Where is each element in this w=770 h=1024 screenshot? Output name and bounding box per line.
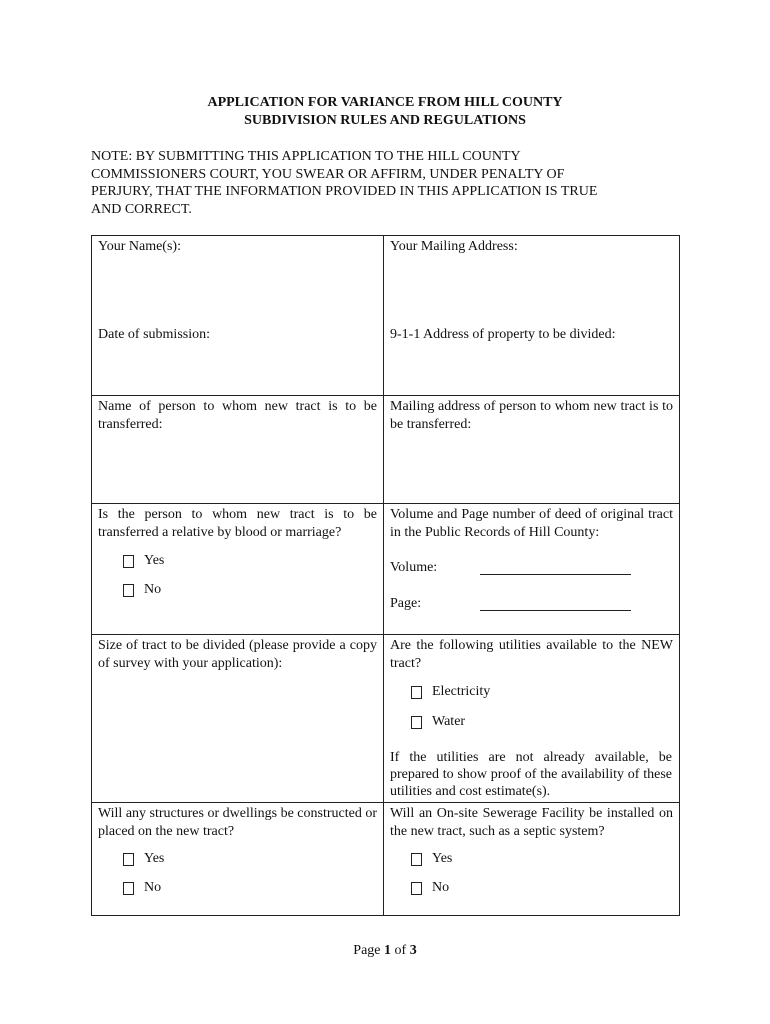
structures-yes-option[interactable] xyxy=(123,850,164,868)
volume-label: Volume: xyxy=(390,560,438,575)
sewerage-section xyxy=(384,803,680,916)
page-number xyxy=(0,943,770,959)
volume-input-line[interactable] xyxy=(480,574,631,575)
sewerage-no-label: No xyxy=(432,880,450,895)
utilities-section xyxy=(384,635,680,803)
note-line-3: PERJURY, THAT THE INFORMATION PROVIDED IN THIS APPLICATION IS TRUE xyxy=(91,184,598,199)
sewerage-yes-checkbox[interactable] xyxy=(411,853,422,866)
structures-yes-label: Yes xyxy=(144,851,165,866)
structures-no-label: No xyxy=(144,880,162,895)
size-tract-field[interactable] xyxy=(92,635,384,803)
relative-section xyxy=(92,504,384,635)
utilities-note: If the utilities are not already available, be prepared to show proof of the availability of these utilities and cost estimate(s). xyxy=(390,750,672,799)
page-label: Page: xyxy=(390,596,422,611)
note-line-1: NOTE: BY SUBMITTING THIS APPLICATION TO THE HILL COUNTY xyxy=(91,149,521,164)
relative-no-option[interactable] xyxy=(123,581,161,599)
sewerage-no-checkbox[interactable] xyxy=(411,882,422,895)
mailing-address-field[interactable] xyxy=(384,236,680,396)
relative-no-checkbox[interactable] xyxy=(123,584,134,597)
structures-yes-checkbox[interactable] xyxy=(123,853,134,866)
page-current: 1 xyxy=(384,943,392,958)
relative-question-label: Is the person to whom new tract is to be transferred a relative by blood or marriage? xyxy=(98,507,377,540)
application-form-table xyxy=(91,235,680,916)
your-names-label: Your Name(s): xyxy=(98,239,181,254)
structures-section xyxy=(92,803,384,916)
of-word: of xyxy=(394,943,407,958)
volume-page-question: Volume and Page number of deed of original tract in the Public Records of Hill County: xyxy=(390,507,673,540)
person-name-field[interactable] xyxy=(92,396,384,504)
person-mailing-label: Mailing address of person to whom new tract is to be transferred: xyxy=(390,399,673,432)
structures-no-checkbox[interactable] xyxy=(123,882,134,895)
relative-yes-option[interactable] xyxy=(123,552,164,570)
mailing-address-label: Your Mailing Address: xyxy=(390,239,518,254)
electricity-checkbox[interactable] xyxy=(411,686,422,699)
structures-no-option[interactable] xyxy=(123,879,161,897)
page-input-line[interactable] xyxy=(480,610,631,611)
volume-page-section xyxy=(384,504,680,635)
utilities-question: Are the following utilities available to the NEW tract? xyxy=(390,638,673,671)
page-total: 3 xyxy=(409,943,417,958)
title-line-1: APPLICATION FOR VARIANCE FROM HILL COUNTY xyxy=(207,95,563,110)
date-submission-label: Date of submission: xyxy=(98,327,210,342)
title-line-2: SUBDIVISION RULES AND REGULATIONS xyxy=(244,113,526,128)
relative-yes-label: Yes xyxy=(144,553,165,568)
sewerage-yes-option[interactable] xyxy=(411,850,452,868)
note-line-2: COMMISSIONERS COURT, YOU SWEAR OR AFFIRM, UNDER PENALTY OF xyxy=(91,166,565,182)
electricity-option[interactable] xyxy=(411,683,490,701)
water-option[interactable] xyxy=(411,713,465,731)
page-word: Page xyxy=(353,943,381,958)
note-line-4: AND CORRECT. xyxy=(91,201,192,217)
relative-yes-checkbox[interactable] xyxy=(123,555,134,568)
structures-question: Will any structures or dwellings be constructed or placed on the new tract? xyxy=(98,806,377,839)
your-names-field[interactable] xyxy=(92,236,384,396)
relative-no-label: No xyxy=(144,582,162,597)
size-tract-label: Size of tract to be divided (please provide a copy of survey with your application): xyxy=(98,638,377,671)
perjury-note xyxy=(91,148,671,218)
form-title xyxy=(0,94,770,130)
sewerage-question: Will an On-site Sewerage Facility be installed on the new tract, such as a septic system? xyxy=(390,806,673,839)
water-checkbox[interactable] xyxy=(411,716,422,729)
sewerage-no-option[interactable] xyxy=(411,879,449,897)
sewerage-yes-label: Yes xyxy=(432,851,453,866)
person-mailing-field[interactable] xyxy=(384,396,680,504)
address-911-label: 9-1-1 Address of property to be divided: xyxy=(390,327,616,342)
electricity-label: Electricity xyxy=(432,684,491,699)
water-label: Water xyxy=(432,714,466,729)
person-name-label: Name of person to whom new tract is to be transferred: xyxy=(98,399,377,432)
